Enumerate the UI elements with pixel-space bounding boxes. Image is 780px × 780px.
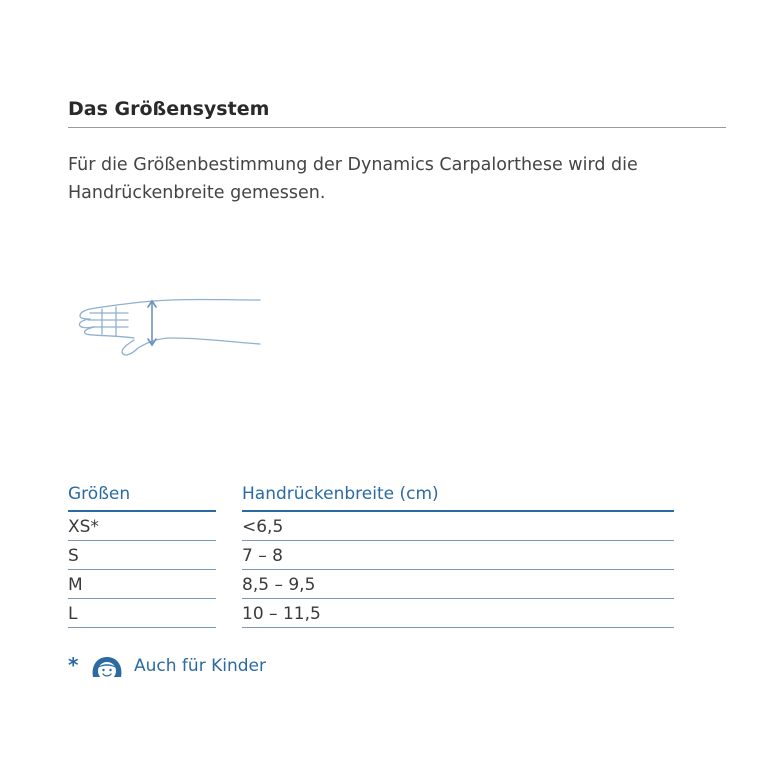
table-cell-size: XS*: [68, 517, 99, 537]
footnote-marker: *: [68, 653, 79, 677]
row-rule: [68, 598, 216, 599]
table-cell-size: M: [68, 575, 83, 595]
row-rule: [68, 627, 216, 628]
table-cell-width: <6,5: [242, 517, 284, 537]
row-rule: [68, 569, 216, 570]
table-cell-size: L: [68, 604, 78, 624]
row-rule: [68, 540, 216, 541]
header-rule-width: [242, 510, 674, 512]
child-face-icon: [88, 653, 126, 683]
row-rule: [242, 627, 674, 628]
row-rule: [242, 540, 674, 541]
table-cell-size: S: [68, 546, 79, 566]
table-cell-width: 7 – 8: [242, 546, 283, 566]
table-cell-width: 8,5 – 9,5: [242, 575, 316, 595]
footnote-text: Auch für Kinder: [134, 656, 266, 676]
row-rule: [242, 569, 674, 570]
column-header-size: Größen: [68, 484, 131, 504]
column-header-hand-width: Handrückenbreite (cm): [242, 484, 439, 504]
table-cell-width: 10 – 11,5: [242, 604, 321, 624]
intro-paragraph: Für die Größenbestimmung der Dynamics Carpalorthese wird die Handrückenbreite gemessen.: [68, 155, 638, 203]
header-rule-size: [68, 510, 216, 512]
row-rule: [242, 598, 674, 599]
title-divider: [68, 127, 726, 128]
page-title: Das Größensystem: [68, 98, 270, 120]
hand-measurement-icon: [72, 292, 264, 364]
